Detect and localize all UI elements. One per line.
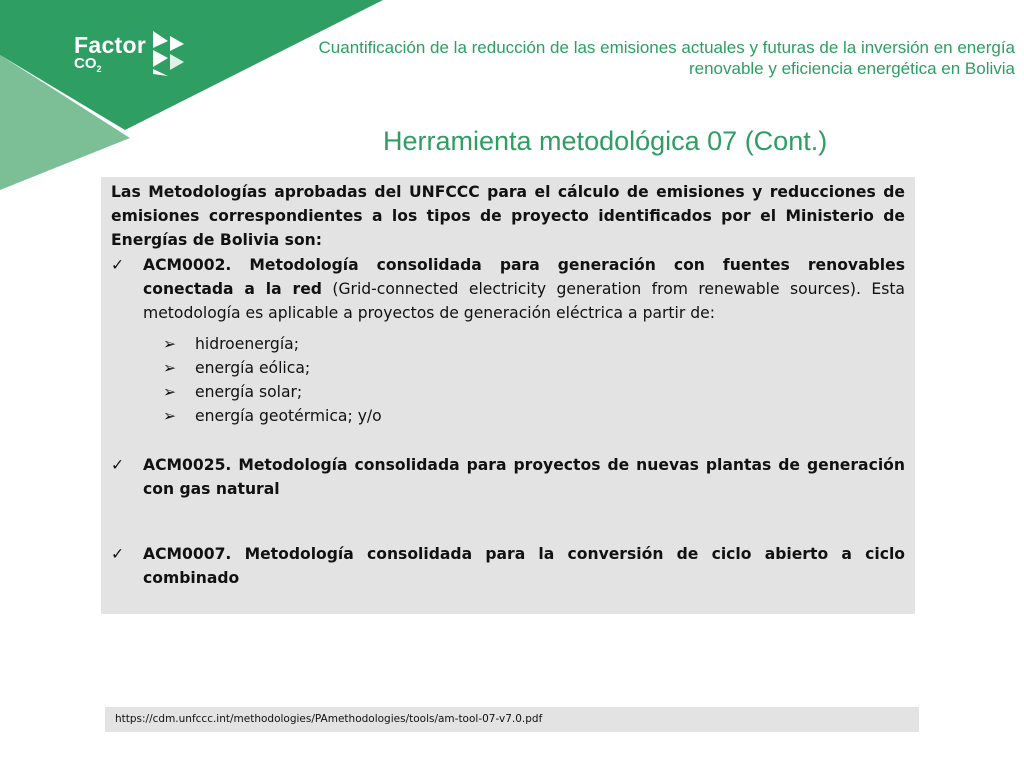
intro-paragraph: Las Metodologías aprobadas del UNFCCC para el cálculo de emisiones y reducciones de emisiones correspondientes a los tipos de proyecto identificados por el Ministerio de Energías de Bolivia son: bbox=[111, 183, 905, 249]
source-link[interactable]: https://cdm.unfccc.int/methodologies/PAmethodologies/tools/am-tool-07-v7.0.pdf bbox=[105, 707, 919, 732]
methodologies-box bbox=[101, 177, 915, 614]
logo-co2: $CO_2$ bbox=[74, 55, 102, 74]
list-item: ➢ hidroenergía; bbox=[111, 332, 905, 356]
method-title: ACM0007. Metodología consolidada para la conversión de ciclo abierto a ciclo combinado bbox=[143, 545, 905, 587]
method-title: ACM0025. Metodología consolidada para proyectos de nuevas plantas de generación con gas natural bbox=[143, 456, 905, 498]
page-title: Herramienta metodológica 07 (Cont.) bbox=[383, 126, 828, 156]
list-item: ➢ energía geotérmica; y/o bbox=[111, 404, 905, 428]
method-description: (Grid-connected electricity generation from renewable sources). Esta metodología es aplicable a proyectos de generación eléctrica a partir de: bbox=[143, 280, 905, 322]
method-title: ACM0002. Metodología consolidada para generación con fuentes renovables conectada a la red bbox=[143, 256, 905, 298]
method-item-acm0007 bbox=[111, 542, 905, 590]
method-item-acm0025 bbox=[111, 453, 905, 501]
check-icon: ✓ bbox=[111, 456, 125, 474]
factor-co2-logo bbox=[74, 34, 146, 77]
logo-word: Factor bbox=[74, 32, 147, 58]
renewable-sources-list bbox=[111, 332, 905, 428]
arrow-icon: ➢ bbox=[163, 335, 177, 353]
check-icon: ✓ bbox=[111, 256, 125, 274]
check-icon: ✓ bbox=[111, 545, 125, 563]
arrow-icon: ➢ bbox=[163, 383, 177, 401]
header-subtitle: Cuantificación de la reducción de las emisiones actuales y futuras de la inversión en energía renovable y eficiencia energética en Bolivia bbox=[318, 38, 1015, 78]
arrow-icon: ➢ bbox=[163, 407, 177, 425]
list-item: ➢ energía solar; bbox=[111, 380, 905, 404]
corner-decoration bbox=[0, 0, 400, 200]
list-item: ➢ energía eólica; bbox=[111, 356, 905, 380]
method-item-acm0002 bbox=[111, 253, 905, 325]
arrow-icon: ➢ bbox=[163, 359, 177, 377]
